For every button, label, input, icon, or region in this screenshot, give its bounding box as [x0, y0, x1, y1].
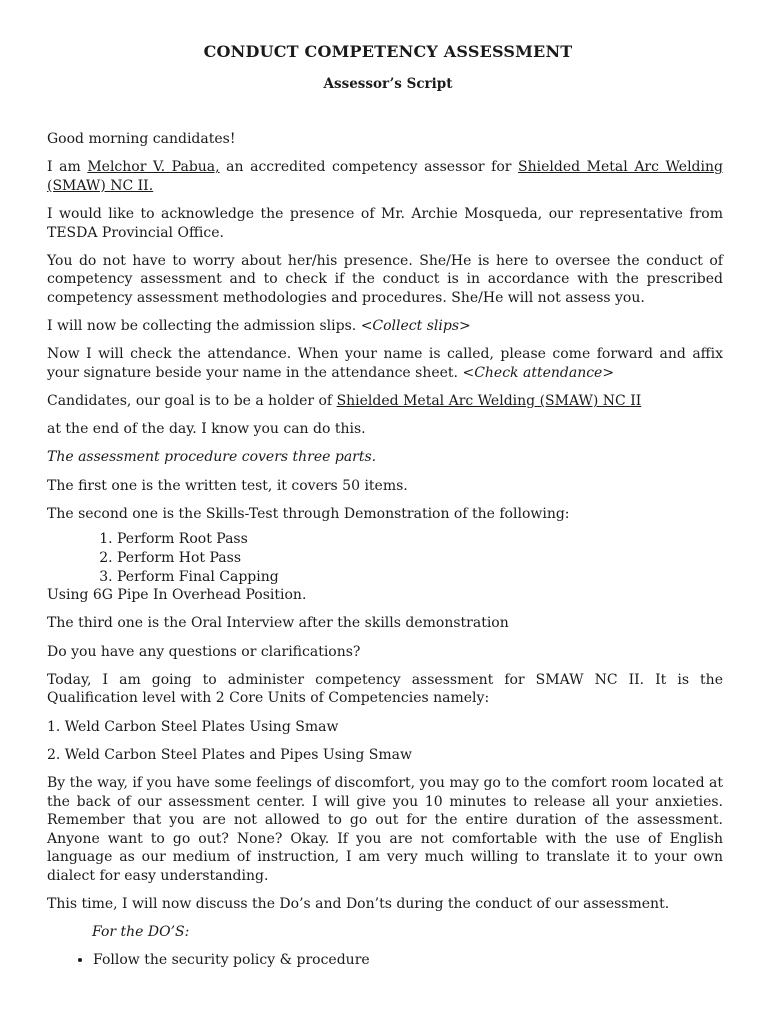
document-body [47, 130, 723, 970]
collect-text: I will now be collecting the admission slips. [47, 318, 361, 335]
first-part-paragraph: The first one is the written test, it covers 50 items. [47, 477, 408, 494]
today-paragraph: Today, I am going to administer competency assessment for SMAW NC II. It is the Qualification level with 2 Core Units of Competencies namely: [47, 671, 723, 707]
unit-item: 2. Weld Carbon Steel Plates and Pipes Using Smaw [47, 746, 412, 763]
goal-end-paragraph: at the end of the day. I know you can do this. [47, 421, 366, 438]
goal-qualification: Shielded Metal Arc Welding (SMAW) NC II [336, 393, 642, 410]
comfort-paragraph: By the way, if you have some feelings of discomfort, you may go to the comfort room located at the back of our assessment center. I will give you 10 minutes to release all your anxieties. Remember that you are not allowed to go out for the entire duration of the assessment. Anyone want to go out? None? Okay. If you are not comfortable with the use of English language as our medium of instruction, I am very much willing to translate it to your own dialect for easy understanding. [47, 774, 723, 884]
questions-paragraph: Do you have any questions or clarifications? [47, 643, 361, 660]
acknowledge-paragraph: I would like to acknowledge the presence of Mr. Archie Mosqueda, our representative from TESDA Provincial Office. [47, 205, 723, 241]
collect-paragraph [47, 317, 723, 336]
third-part-paragraph: The third one is the Oral Interview after the skills demonstration [47, 615, 509, 632]
goal-paragraph [47, 392, 723, 411]
dos-intro-paragraph: This time, I will now discuss the Do’s and Don’ts during the conduct of our assessment. [47, 896, 670, 913]
skills-list [47, 530, 723, 586]
greeting-paragraph: Good morning candidates! [47, 131, 236, 147]
document-title: CONDUCT COMPETENCY ASSESSMENT [203, 42, 573, 61]
second-part-paragraph: The second one is the Skills-Test through Demonstration of the following: [47, 505, 570, 522]
assessor-name: Melchor V. Pabua, [87, 159, 220, 176]
unit-item: 1. Weld Carbon Steel Plates Using Smaw [47, 718, 339, 735]
list-item: • Follow the security policy & procedure [93, 951, 723, 970]
attendance-text: Now I will check the attendance. When your name is called, please come forward and affix your signature beside your name in the attendance sheet. [47, 346, 723, 381]
list-item: 1. Perform Root Pass [117, 530, 723, 549]
list-item: 3. Perform Final Capping [117, 568, 723, 587]
intro-prefix: I am [47, 159, 88, 176]
dos-list [47, 951, 723, 970]
list-item: 2. Perform Hot Pass [117, 549, 723, 568]
collect-cue: <Collect slips> [360, 318, 471, 335]
procedure-paragraph: The assessment procedure covers three parts. [47, 449, 377, 466]
dos-heading: For the DO’S: [92, 924, 190, 941]
qualification-name: Shielded Metal Arc Welding (SMAW) NC II. [47, 159, 723, 194]
attendance-cue: <Check attendance> [462, 364, 615, 381]
oversee-paragraph: You do not have to worry about her/his presence. She/He is here to oversee the conduct of competency assessment and to check if the conduct is in accordance with the prescribed competency assessment methodologies and procedures. She/He will not assess you. [47, 252, 723, 306]
attendance-paragraph [47, 345, 723, 382]
document-subtitle: Assessor’s Script [323, 76, 453, 92]
intro-middle: an accredited competency assessor for [219, 159, 519, 176]
intro-paragraph [47, 158, 723, 195]
goal-prefix: Candidates, our goal is to be a holder of [47, 393, 337, 410]
position-paragraph: Using 6G Pipe In Overhead Position. [47, 587, 307, 604]
